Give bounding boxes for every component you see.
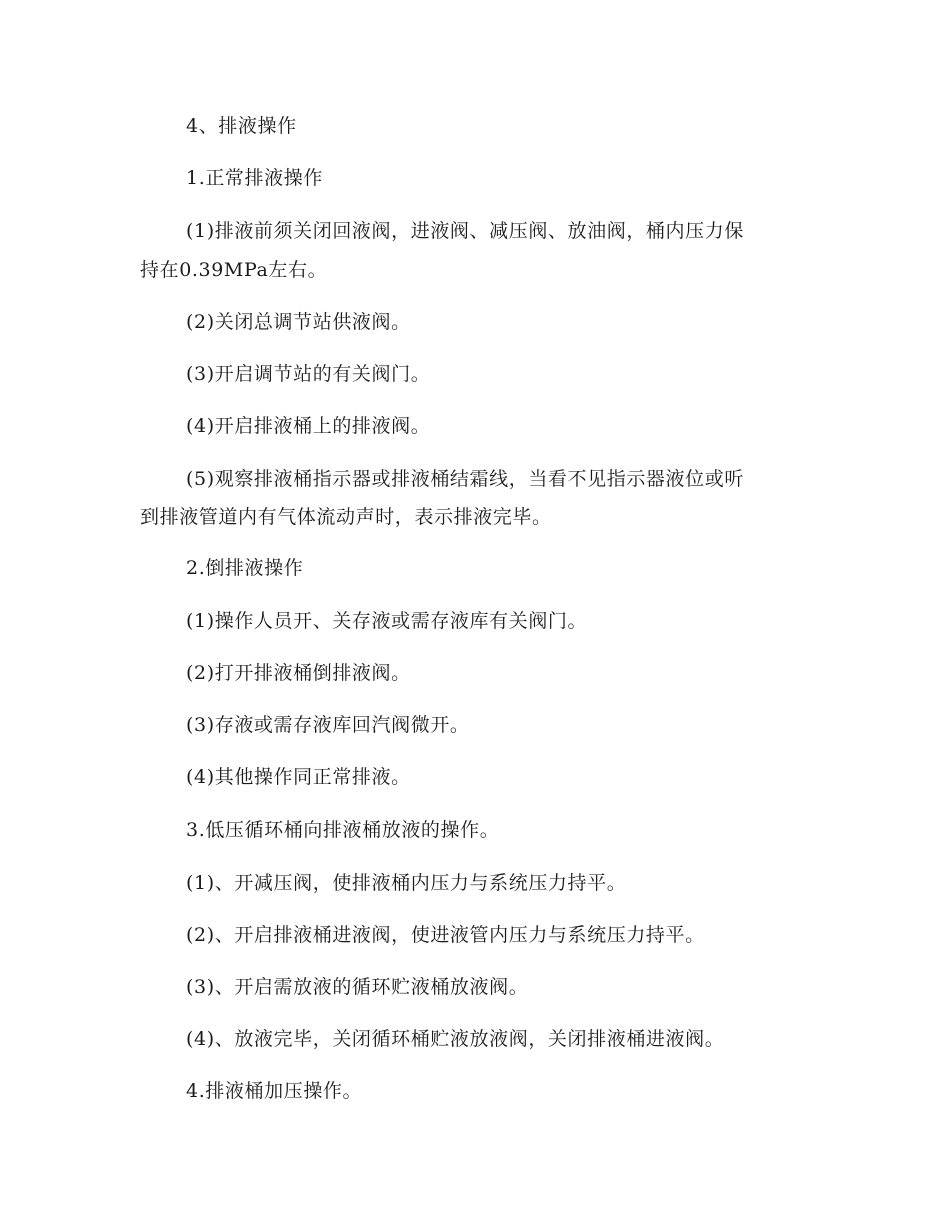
paragraph-line: (4)开启排液桶上的排液阀。 xyxy=(186,415,431,437)
paragraph-line: (3)存液或需存液库回汽阀微开。 xyxy=(186,714,470,736)
paragraph-line: (2)关闭总调节站供液阀。 xyxy=(186,311,411,333)
paragraph-line: (4)、放液完毕，关闭循环桶贮液放液阀，关闭排液桶进液阀。 xyxy=(186,1028,725,1050)
paragraph-line: (2)打开排液桶倒排液阀。 xyxy=(186,662,411,684)
subsection-heading: 3.低压循环桶向排液桶放液的操作。 xyxy=(186,819,500,841)
paragraph-line: (5)观察排液桶指示器或排液桶结霜线，当看不见指示器液位或听 xyxy=(186,468,744,490)
paragraph-line: (2)、开启排液桶进液阀，使进液管内压力与系统压力持平。 xyxy=(186,924,705,946)
section-heading: 4、排液操作 xyxy=(186,115,297,137)
paragraph-line: (3)开启调节站的有关阀门。 xyxy=(186,363,431,385)
subsection-heading: 4.排液桶加压操作。 xyxy=(186,1080,363,1102)
paragraph-line: (1)操作人员开、关存液或需存液库有关阀门。 xyxy=(186,610,588,632)
subsection-heading: 1.正常排液操作 xyxy=(186,167,323,189)
paragraph-line: (1)排液前须关闭回液阀，进液阀、减压阀、放油阀，桶内压力保 xyxy=(186,220,744,242)
paragraph-line: 持在0.39MPa左右。 xyxy=(140,259,328,281)
subsection-heading: 2.倒排液操作 xyxy=(186,557,304,579)
paragraph-line: (1)、开减压阀，使排液桶内压力与系统压力持平。 xyxy=(186,872,627,894)
paragraph-line: 到排液管道内有气体流动声时，表示排液完毕。 xyxy=(140,506,552,528)
paragraph-line: (3)、开启需放液的循环贮液桶放液阀。 xyxy=(186,976,529,998)
paragraph-line: (4)其他操作同正常排液。 xyxy=(186,766,411,788)
